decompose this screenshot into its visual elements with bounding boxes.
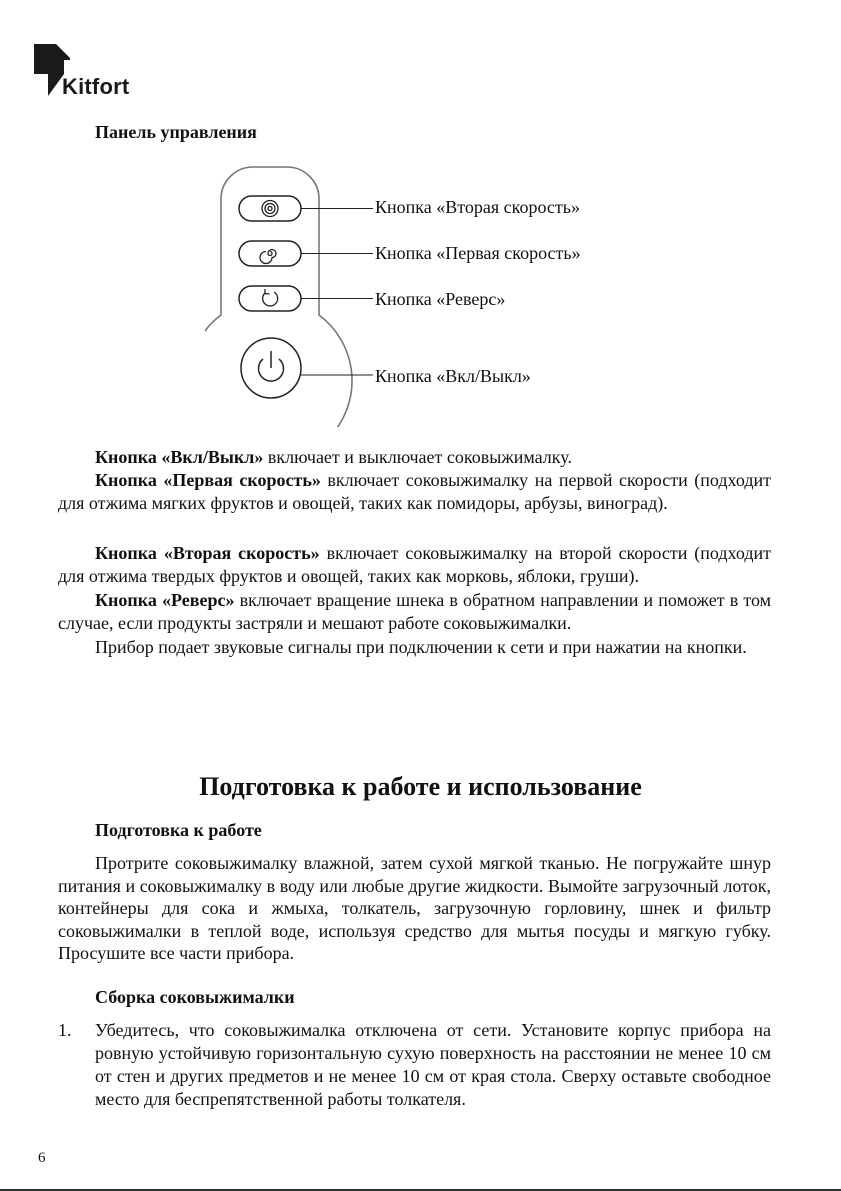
list-number: 1.: [58, 1020, 72, 1040]
prep-title: Подготовка к работе: [95, 820, 262, 840]
assembly-title: Сборка соковыжималки: [95, 987, 295, 1007]
double-spiral-icon: [262, 201, 278, 217]
desc-second-speed-term: Кнопка «Вторая скорость»: [95, 543, 320, 563]
prep-text: Протрите соковыжималку влажной, затем сухой мягкой тканью. Не погружайте шнур питания и соковыжималку в воду или любые другие жидкости. Вымойте загрузочный лоток, контейнеры для сока и жмыха, толкатель, загрузочную горловину, шнек и фильтр соковыжималки в теплой воде, используя средство для мытья посуды и мягкую губку. Просушите все части прибора.: [58, 853, 771, 963]
desc-power-term: Кнопка «Вкл/Выкл»: [95, 447, 264, 467]
spiral-icon: [260, 250, 276, 264]
desc-power: [58, 446, 771, 469]
page-number: 6: [38, 1150, 46, 1166]
callout-first-speed: Кнопка «Первая скорость»: [375, 243, 581, 263]
reverse-arrow-icon: [263, 289, 278, 306]
reverse-button[interactable]: [239, 286, 301, 311]
desc-reverse-term: Кнопка «Реверс»: [95, 590, 235, 610]
callout-second-speed: Кнопка «Вторая скорость»: [375, 197, 580, 217]
callout-power: Кнопка «Вкл/Выкл»: [375, 366, 531, 386]
power-button[interactable]: [241, 338, 301, 398]
first-speed-button[interactable]: [239, 241, 301, 266]
desc-reverse-text: включает вращение шнека в обратном направлении и поможет в том случае, если продукты застряли и мешают работе соковыжималки.: [58, 590, 771, 633]
callout-reverse: Кнопка «Реверс»: [375, 289, 506, 309]
control-panel-diagram: [205, 165, 375, 427]
section-title: Подготовка к работе и использование: [199, 772, 642, 801]
desc-first-speed: [58, 469, 771, 514]
panel-body: [205, 167, 352, 427]
desc-first-speed-text: включает соковыжималку на первой скорости (подходит для отжима мягких фруктов и овощей, таких как помидоры, арбузы, виноград).: [58, 470, 771, 513]
callout-leader-lines: [301, 209, 373, 376]
desc-first-speed-term: Кнопка «Первая скорость»: [95, 470, 321, 490]
second-speed-button[interactable]: [239, 196, 301, 221]
desc-sound-signals: Прибор подает звуковые сигналы при подключении к сети и при нажатии на кнопки.: [95, 637, 747, 657]
list-item: [58, 1019, 771, 1111]
desc-second-speed-text: включает соковыжималку на второй скорости (подходит для отжима твердых фруктов и овощей, таких как морковь, яблоки, груши).: [58, 543, 771, 586]
panel-title: Панель управления: [95, 122, 257, 142]
kitfort-logo: [34, 44, 144, 100]
desc-second-speed: [58, 542, 771, 587]
brand-name: Kitfort: [62, 74, 130, 99]
list-text: Убедитесь, что соковыжималка отключена от сети. Установите корпус прибора на ровную устойчивую горизонтальную сухую поверхность на расстоянии не менее 10 см от стен и других предметов и не менее 10 см от края стола. Сверху оставьте свободное место для беспрепятственной работы толкателя.: [95, 1020, 771, 1109]
desc-reverse: [58, 589, 771, 634]
desc-power-text: включает и выключает соковыжималку.: [263, 447, 572, 467]
power-icon: [259, 351, 284, 381]
